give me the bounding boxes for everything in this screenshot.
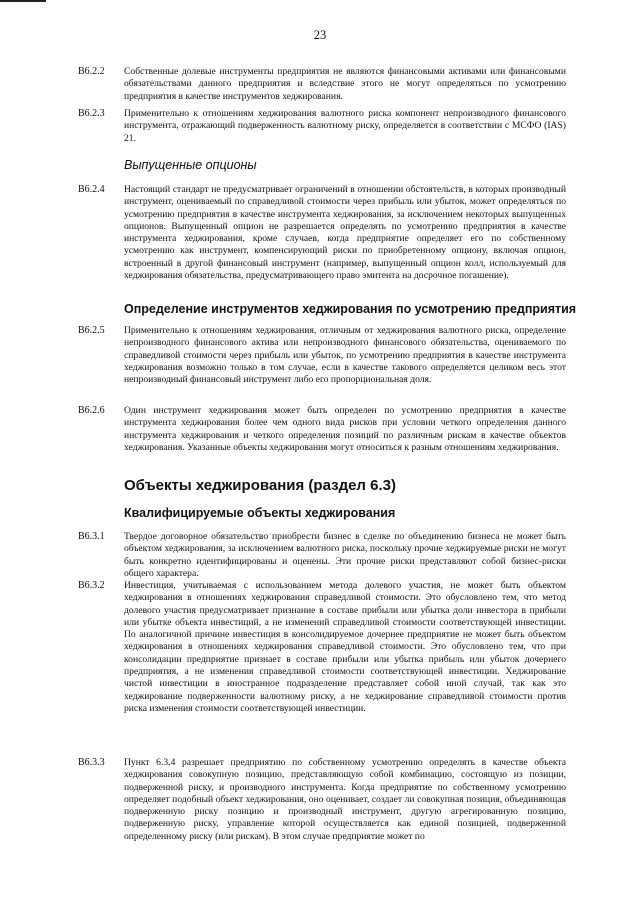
paragraph-b633 bbox=[78, 757, 566, 843]
paragraph-text: Применительно к отношениям хеджирования, отличным от хеджирования валютного риска, определение непроизводного финансового актива или непроизводного финансового обязательства, оцениваемого по справедливой стоимости через прибыль или убыток, по усмотрению предприятия в качестве инструмента хеджирования возможно только в том случае, если в качестве такового определяется целиком весь этот непроизводный финансовый инструмент либо его пропорциональная доля. bbox=[124, 325, 566, 386]
scan-corner-mark bbox=[0, 0, 46, 2]
paragraph-b623 bbox=[78, 108, 566, 145]
paragraph-number: B6.2.5 bbox=[78, 325, 105, 336]
paragraph-b622 bbox=[78, 66, 566, 103]
paragraph-number: B6.2.6 bbox=[78, 405, 105, 416]
paragraph-text: Настоящий стандарт не предусматривает ограничений в отношении обстоятельств, в которых производный инструмент, оцениваемый по справедливой стоимости через прибыль или убыток, может определяться по усмотрению предприятия в качестве инструмента хеджирования, за исключением некоторых выпущенных опционов. Выпущенный опцион не разрешается определять по усмотрению предприятия в качестве инструмента хеджирования, кроме случаев, когда предприятие определяет его по собственному усмотрению как инструмент, компенсирующий риски по приобретенному опциону, включая опцион, встроенный в другой финансовый инструмент (например, выпущенный опцион колл, используемый для хеджирования обязательства, предусматривающего право эмитента на досрочное погашение). bbox=[124, 184, 566, 282]
paragraph-text: Пункт 6.3.4 разрешает предприятию по собственному усмотрению определять в качестве объекта хеджирования совокупную позицию, представляющую собой комбинацию, состоящую из позиции, подверженной риску, и производного инструмента. Когда предприятие по собственному усмотрению определяет подобный объект хеджирования, оно оценивает, создает ли совокупная позиция, объединяющая подверженную риску позицию и производный инструмент, другую агрегированную позицию, подверженную риску, управление которой осуществляется как единой позицией, подверженной определенному риску (или рискам). В этом случае предприятие может по bbox=[124, 757, 566, 842]
heading-issued-options: Выпущенные опционы bbox=[124, 158, 257, 172]
heading-qualifying: Квалифицируемые объекты хеджирования bbox=[124, 506, 396, 520]
page-number: 23 bbox=[313, 28, 327, 42]
paragraph-text: Твердое договорное обязательство приобрести бизнес в сделке по объединению бизнеса не может быть объектом хеджирования, за исключением валютного риска, поскольку прочие хеджируемые риски не могут быть конкретно идентифицированы и оценены. Эти прочие риски представляют собой бизнес-риски общего характера. bbox=[124, 531, 566, 579]
paragraph-b626 bbox=[78, 405, 566, 454]
paragraph-number: B6.2.2 bbox=[78, 66, 105, 77]
heading-designation: Определение инструментов хеджирования по усмотрению предприятия bbox=[124, 302, 577, 316]
paragraph-b624 bbox=[78, 184, 566, 282]
paragraph-text: Применительно к отношениям хеджирования валютного риска компонент непроизводного финансового инструмента, отражающий подверженность валютному риску, определяется в соответствии с МСФО (IAS) 21. bbox=[124, 108, 566, 144]
paragraph-b632 bbox=[78, 580, 566, 715]
paragraph-text: Один инструмент хеджирования может быть определен по усмотрению предприятия в качестве инструмента хеджирования более чем одного вида рисков при условии четкого определения данного инструмента хеджирования и четкого определения позиций по различным рискам в качестве объектов хеджирования. Указанные объекты хеджирования могут относиться к разным отношениям хеджирования. bbox=[124, 405, 566, 453]
paragraph-number: B6.2.4 bbox=[78, 184, 105, 195]
paragraph-text: Инвестиция, учитываемая с использованием метода долевого участия, не может быть объектом хеджирования в отношениях хеджирования справедливой стоимости. Это обусловлено тем, что метод долевого участия предусматривает признание в составе прибыли или убытка доли инвестора в прибыли или убытке объекта инвестиций, а не изменений справедливой стоимости соответствующей инвестиции. По аналогичной причине инвестиция в консолидируемое дочернее предприятие не может быть объектом хеджирования в отношениях хеджирования справедливой стоимости. Это обусловлено тем, что при консолидации предприятие признает в составе прибыли или убытка прибыль или убыток дочернего предприятия, а не изменения справедливой стоимости соответствующей инвестиции. Хеджирование чистой инвестиции в иностранное подразделение представляет собой иной случай, так как это хеджирование подверженности валютному риску, а не хеджирование справедливой стоимости против риска изменения стоимости соответствующей инвестиции. bbox=[124, 580, 566, 714]
paragraph-number: B6.2.3 bbox=[78, 108, 105, 119]
paragraph-text: Собственные долевые инструменты предприятия не являются финансовыми активами или финансовыми обязательствами данного предприятия и вследствие этого не могут определяться по усмотрению предприятия в качестве инструментов хеджирования. bbox=[124, 66, 566, 102]
paragraph-number: B6.3.3 bbox=[78, 757, 105, 768]
paragraph-number: B6.3.1 bbox=[78, 531, 105, 542]
paragraph-number: B6.3.2 bbox=[78, 580, 105, 591]
paragraph-b625 bbox=[78, 325, 566, 386]
section-heading: Объекты хеджирования (раздел 6.3) bbox=[124, 477, 396, 494]
paragraph-b631 bbox=[78, 531, 566, 580]
